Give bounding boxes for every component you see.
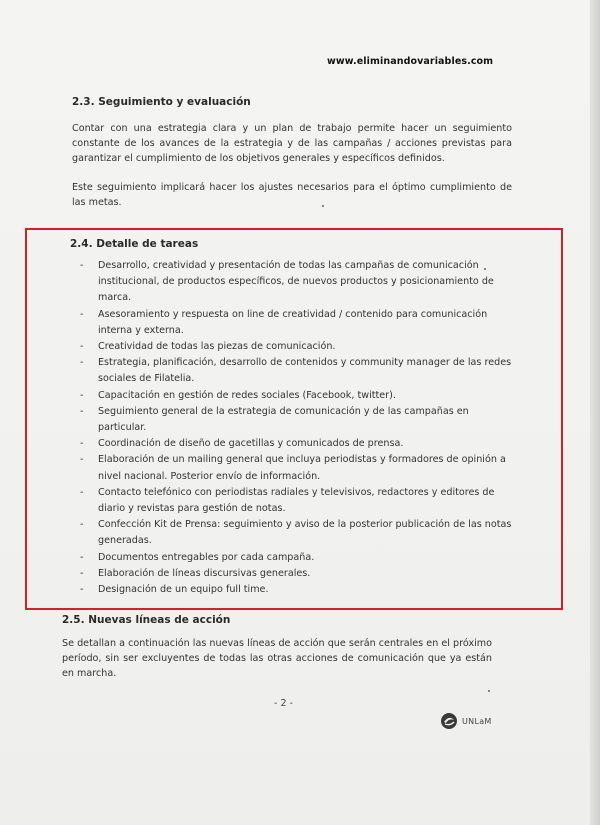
task-item xyxy=(80,339,520,355)
task-item xyxy=(80,566,520,582)
dash-bullet: - xyxy=(80,584,84,596)
paper-speck xyxy=(322,205,324,207)
task-item xyxy=(80,550,520,566)
task-item xyxy=(80,404,520,436)
section-2-3-title: 2.3. Seguimiento y evaluación xyxy=(72,96,251,108)
dash-bullet: - xyxy=(80,438,84,450)
section-2-3-paragraph-2: Este seguimiento implicará hacer los ajustes necesarios para el óptimo cumplimiento de las metas. xyxy=(72,182,512,208)
task-item xyxy=(80,388,520,404)
section-2-3-paragraph-1: Contar con una estrategia clara y un plan de trabajo permite hacer un seguimiento constante de los avances de la estrategia y de las campañas / acciones previstas para garantizar el cumplimiento de los objetivos generales y específicos definidos. xyxy=(72,123,512,164)
task-item xyxy=(80,517,520,549)
task-text: Elaboración de un mailing general que incluya periodistas y formadores de opinión a nivel nacional. Posterior envío de información. xyxy=(98,454,506,482)
paper-speck xyxy=(488,690,490,692)
task-item xyxy=(80,582,520,598)
dash-bullet: - xyxy=(80,454,84,466)
dash-bullet: - xyxy=(80,389,84,401)
task-item xyxy=(80,436,520,452)
dash-bullet: - xyxy=(80,260,84,271)
dash-bullet: - xyxy=(80,405,84,417)
page-edge xyxy=(590,0,600,825)
paper-speck xyxy=(484,268,486,270)
section-2-5-title: 2.5. Nuevas líneas de acción xyxy=(62,614,231,626)
task-text: Confección Kit de Prensa: seguimiento y aviso de la posterior publicación de las notas generadas. xyxy=(98,519,512,547)
dash-bullet: - xyxy=(80,341,84,353)
header-url: www.eliminandovariables.com xyxy=(327,56,494,67)
task-item xyxy=(80,355,520,387)
task-text: Seguimiento general de la estrategia de comunicación y de las campañas en particular. xyxy=(98,405,469,434)
task-text: Desarrollo, creatividad y presentación de todas las campañas de comunicación institucional, de productos específicos, de nuevos productos y posicionamiento de marca. xyxy=(98,260,494,304)
dash-bullet: - xyxy=(80,551,84,563)
task-text: Contacto telefónico con periodistas radiales y televisivos, redactores y editores de diario y revistas para gestión de notas. xyxy=(98,486,495,515)
dash-bullet: - xyxy=(80,308,84,320)
section-2-5-paragraph: Se detallan a continuación las nuevas líneas de acción que serán centrales en el próximo período, sin ser excluyentes de todas las otras acciones de comunicación que ya están en marcha. xyxy=(62,638,492,679)
task-item xyxy=(80,485,520,517)
unlam-logo-icon xyxy=(440,712,458,730)
task-text: Capacitación en gestión de redes sociales (Facebook, twitter). xyxy=(98,389,396,401)
task-text: Coordinación de diseño de gacetillas y comunicados de prensa. xyxy=(98,438,404,450)
page-number: - 2 - xyxy=(274,698,293,709)
task-text: Designación de un equipo full time. xyxy=(98,584,269,596)
task-item xyxy=(80,452,520,484)
task-text: Documentos entregables por cada campaña. xyxy=(98,551,315,563)
dash-bullet: - xyxy=(80,486,84,498)
task-item xyxy=(80,258,520,307)
dash-bullet: - xyxy=(80,357,84,369)
logo-text: UNLaM xyxy=(462,716,492,726)
task-text: Elaboración de líneas discursivas generales. xyxy=(98,567,311,579)
section-2-4-title: 2.4. Detalle de tareas xyxy=(70,238,199,250)
dash-bullet: - xyxy=(80,567,84,579)
task-list xyxy=(80,258,520,598)
task-text: Asesoramiento y respuesta on line de creatividad / contenido para comunicación interna y externa. xyxy=(98,308,488,336)
task-text: Estrategia, planificación, desarrollo de contenidos y community manager de las redes sociales de Filatelia. xyxy=(98,357,512,385)
task-text: Creatividad de todas las piezas de comunicación. xyxy=(98,341,336,353)
unlam-logo xyxy=(440,712,492,730)
dash-bullet: - xyxy=(80,519,84,531)
task-item xyxy=(80,307,520,339)
